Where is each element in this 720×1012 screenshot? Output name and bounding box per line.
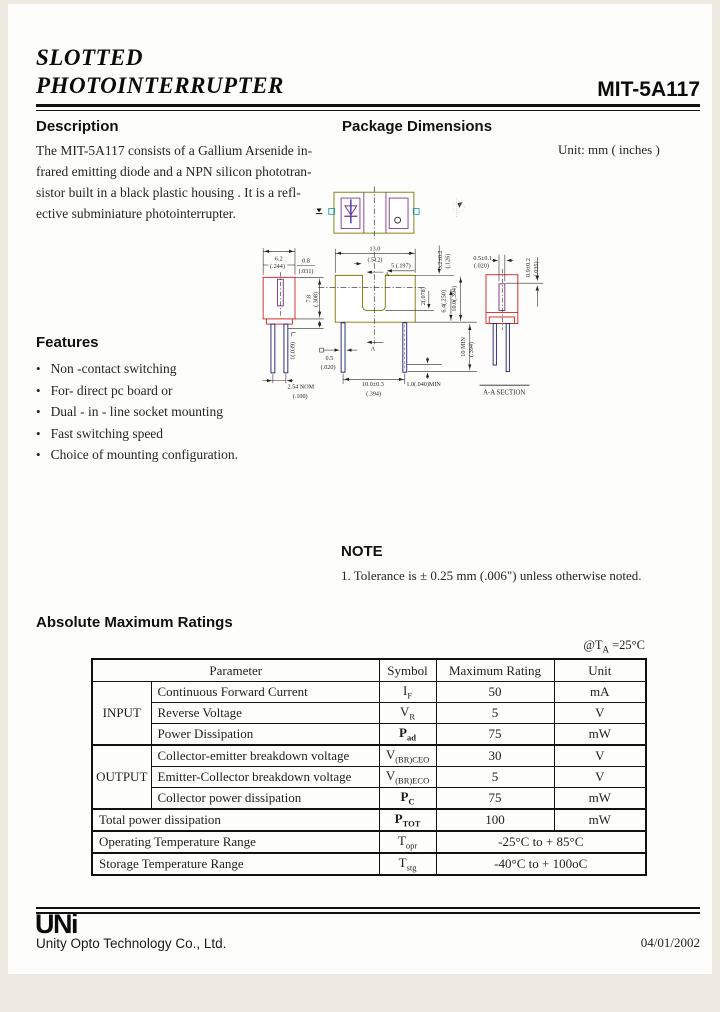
datasheet-page xyxy=(8,4,712,974)
dim-label: 2.54 NOM xyxy=(287,384,315,391)
dim-label: (.031) xyxy=(298,268,314,275)
col-header-symbol: Symbol xyxy=(379,659,436,682)
cell-parameter: Storage Temperature Range xyxy=(92,853,379,875)
dim-label: A xyxy=(385,272,390,279)
cell-parameter: Total power dissipation xyxy=(92,809,379,831)
table-row xyxy=(92,724,646,746)
cell-unit: V xyxy=(554,767,646,788)
cell-rating: 100 xyxy=(436,809,554,831)
cell-parameter: Power Dissipation xyxy=(151,724,379,746)
description-line: The MIT-5A117 consists of a Gallium Arsenide in- xyxy=(36,143,313,158)
description-line: sistor built in a black plastic housing . It is a refl- xyxy=(36,185,301,200)
cell-symbol: $P_{TOT}$ xyxy=(379,809,436,831)
dim-label: 5 (.197) xyxy=(391,263,411,270)
condition-sub: A xyxy=(602,644,609,655)
dim-label: 0.5±0.1 xyxy=(473,255,493,262)
dim-label: 10.0(.394) xyxy=(452,285,459,312)
table-header-row xyxy=(92,659,646,682)
cell-symbol: $V_{(BR)CEO}$ xyxy=(379,745,436,767)
dim-label: 6.4(.250) xyxy=(441,290,448,313)
dim-label: (.308) xyxy=(313,291,320,307)
cell-rating: 30 xyxy=(436,745,554,767)
cell-parameter: Collector-emitter breakdown voltage xyxy=(151,745,379,767)
cell-rating: 5 xyxy=(436,767,554,788)
cell-parameter: Continuous Forward Current xyxy=(151,682,379,703)
package-drawing xyxy=(256,154,716,554)
note-text xyxy=(341,566,701,586)
table-row xyxy=(92,703,646,724)
cell-unit: V xyxy=(554,703,646,724)
dim-label: (.244) xyxy=(270,264,285,271)
cell-symbol: $V_R$ xyxy=(379,703,436,724)
cell-rating: 50 xyxy=(436,682,554,703)
description-line: ective subminiature photointerrupter. xyxy=(36,206,236,221)
doc-title-line2: PHOTOINTERRUPTER xyxy=(36,73,284,98)
cell-symbol: $T_{stg}$ xyxy=(379,853,436,875)
dim-label: 13.0 xyxy=(369,246,381,253)
feature-item: • Dual - in - line socket mounting xyxy=(36,401,326,423)
cell-rating: -40°C to + 100oC xyxy=(436,853,646,875)
package-dimensions-heading: Package Dimensions xyxy=(342,118,493,135)
description-line: frared emitting diode and a NPN silicon phototran- xyxy=(36,164,312,179)
dim-label: (.035) xyxy=(533,261,540,277)
table-condition xyxy=(445,638,645,655)
ratings-table xyxy=(91,658,647,876)
dim-label: (.394) xyxy=(469,342,476,357)
cell-group: INPUT xyxy=(92,682,151,746)
uni-logo: UNi xyxy=(35,909,77,939)
dim-label: (.394) xyxy=(366,391,382,398)
dim-label: (.020) xyxy=(320,364,336,371)
dim-label: 2(.078) xyxy=(420,287,427,306)
feature-item: • Choice of mounting configuration. xyxy=(36,444,326,466)
dim-label: 0.8 xyxy=(302,258,310,265)
doc-title xyxy=(36,44,284,100)
feature-item: • For- direct pc board or xyxy=(36,380,326,402)
col-header-rating: Maximum Rating xyxy=(436,659,554,682)
features-heading: Features xyxy=(36,334,99,351)
dim-label: 1(.039) xyxy=(290,341,297,360)
description-heading: Description xyxy=(36,118,119,135)
orientation-mark xyxy=(316,208,321,212)
dim-label: A xyxy=(370,346,376,353)
cell-parameter: Reverse Voltage xyxy=(151,703,379,724)
cell-rating: 5 xyxy=(436,703,554,724)
condition-post: =25°C xyxy=(608,638,645,652)
cell-symbol: $V_{(BR)ECO}$ xyxy=(379,767,436,788)
dim-label: 1.0(.040)MIN xyxy=(406,381,441,388)
dim-label: 10 MIN xyxy=(461,337,468,357)
cell-parameter: Emitter-Collector breakdown voltage xyxy=(151,767,379,788)
header-rule xyxy=(36,104,700,111)
table-row xyxy=(92,853,646,875)
dim-label: 0.5 xyxy=(325,355,334,362)
cell-parameter: Collector power dissipation xyxy=(151,788,379,810)
cell-unit: mW xyxy=(554,809,646,831)
table-row xyxy=(92,809,646,831)
faint-pointer-mark xyxy=(453,199,464,217)
cell-rating: 75 xyxy=(436,724,554,746)
dim-label: (.512) xyxy=(367,257,383,264)
cell-unit: mW xyxy=(554,788,646,810)
table-row xyxy=(92,745,646,767)
cell-symbol: $T_{opr}$ xyxy=(379,831,436,853)
ratings-heading: Absolute Maximum Ratings xyxy=(36,614,233,631)
feature-item: • Fast switching speed xyxy=(36,423,326,445)
cell-unit: V xyxy=(554,745,646,767)
footer-rule xyxy=(36,907,700,914)
cell-group: OUTPUT xyxy=(92,745,151,809)
cell-parameter: Operating Temperature Range xyxy=(92,831,379,853)
table-row xyxy=(92,831,646,853)
cell-symbol: $P_C$ xyxy=(379,788,436,810)
cell-symbol: $I_F$ xyxy=(379,682,436,703)
cell-unit: mA xyxy=(554,682,646,703)
side-view-leads xyxy=(271,324,288,373)
dim-label: (.126) xyxy=(445,253,452,269)
condition-pre: @T xyxy=(583,638,603,652)
table-row xyxy=(92,788,646,810)
section-view-leads xyxy=(493,323,509,371)
unit-note: Unit: mm ( inches ) xyxy=(558,142,660,157)
dim-label: 6.2 xyxy=(274,256,283,263)
dim-label: 3.2±0.2 xyxy=(437,250,444,270)
dim-label: A-A SECTION xyxy=(483,389,526,397)
cell-rating: 75 xyxy=(436,788,554,810)
cell-symbol: $P_{ad}$ xyxy=(379,724,436,746)
dim-label: 7.8 xyxy=(306,294,313,303)
col-header-unit: Unit xyxy=(554,659,646,682)
table-row xyxy=(92,767,646,788)
dim-label: 10.0±0.3 xyxy=(362,381,384,388)
note-heading: NOTE xyxy=(341,543,383,560)
table-row xyxy=(92,682,646,703)
cell-rating: -25°C to + 85°C xyxy=(436,831,646,853)
company-name: Unity Opto Technology Co., Ltd. xyxy=(36,936,227,951)
revision-date: 04/01/2002 xyxy=(640,935,700,950)
dim-label: (.100) xyxy=(292,394,308,401)
top-view xyxy=(316,186,464,239)
part-number: MIT-5A117 xyxy=(597,78,700,101)
note-item: 1. Tolerance is ± 0.25 mm (.006") unless otherwise noted. xyxy=(341,568,642,583)
dim-label: 0.9±0.2 xyxy=(526,258,533,277)
cell-unit: mW xyxy=(554,724,646,746)
col-header-parameter: Parameter xyxy=(92,659,379,682)
dim-label: (.020) xyxy=(474,263,489,270)
feature-item: • Non -contact switching xyxy=(36,358,326,380)
doc-title-line1: SLOTTED xyxy=(36,45,143,70)
